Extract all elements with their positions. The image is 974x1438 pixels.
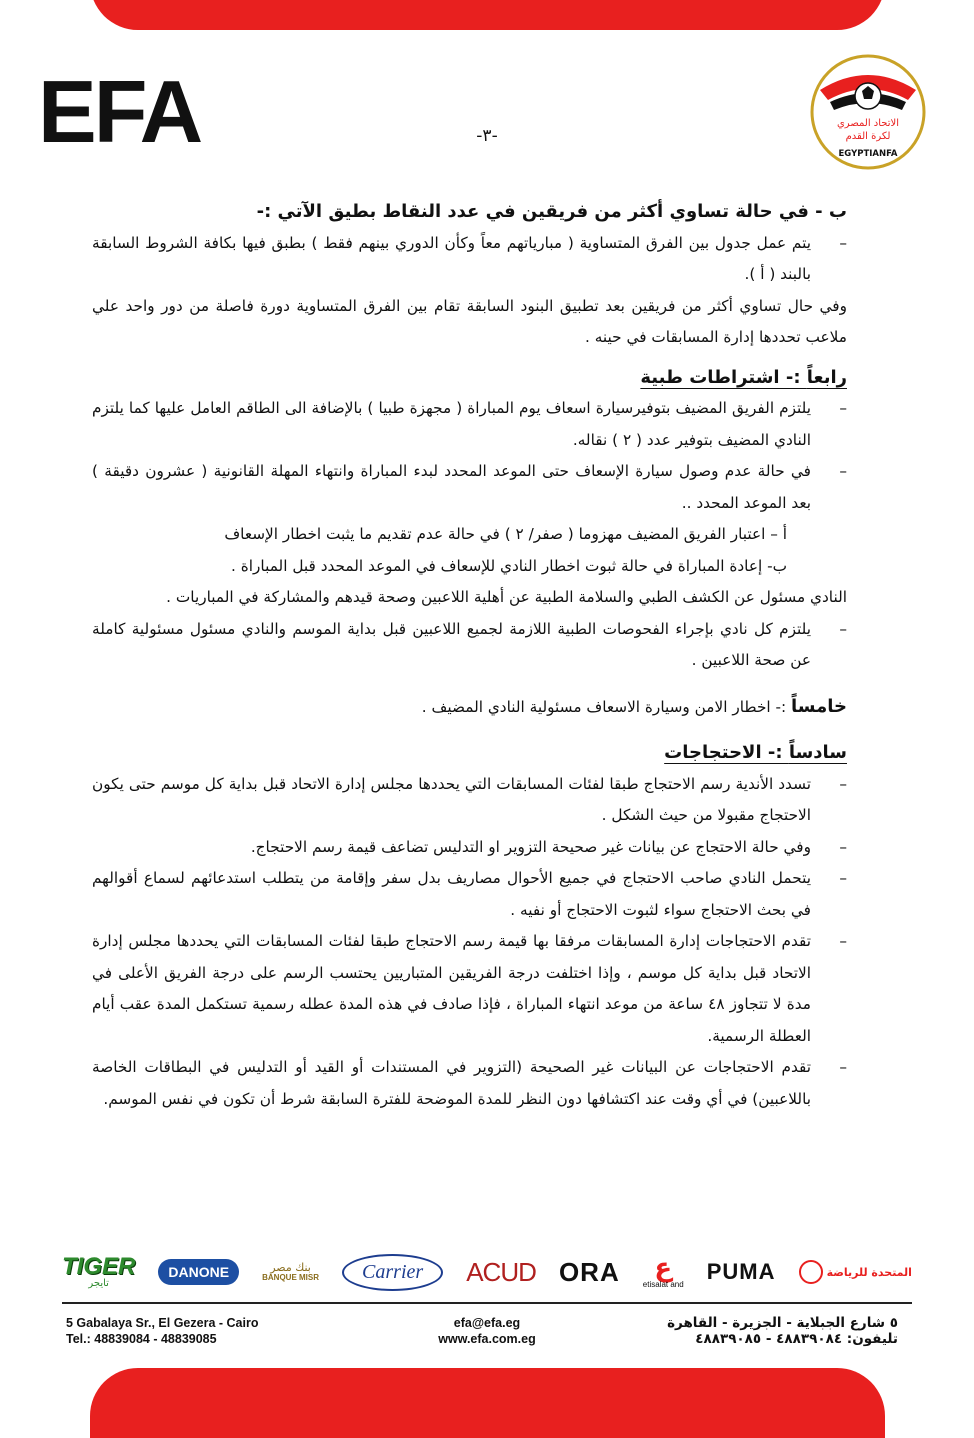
crest-text-1: الاتحاد المصري (836, 118, 900, 129)
paragraph: النادي مسئول عن الكشف الطبي والسلامة الطبية عن أهلية اللاعبين وصحة قيدهم والمشاركة في المباريات . (166, 588, 847, 606)
etisalat-mark-icon: ع (654, 1253, 673, 1283)
sub-item-a: أ – اعتبار الفريق المضيف مهزوما ( صفر/ ٢ ) في حالة عدم تقديم ما يثبت اخطار الإسعاف (224, 525, 787, 543)
danone-logo: DANONE (158, 1259, 239, 1285)
footer-website[interactable]: www.efa.com.eg (438, 1332, 536, 1346)
crest-text-2: لكرة القدم (845, 131, 891, 142)
document-body (92, 196, 847, 1115)
footer-divider (62, 1302, 912, 1304)
list-item: – يتحمل النادي صاحب الاحتجاج في جميع الأحوال مصاريف بدل سفر وإقامة من يتطلب استدعائهم لسماع أقوالهم في بحث الاحتجاج سواء لثبوت الاحتجاج أو نفيه . (92, 869, 847, 919)
ora-logo: ORA (558, 1256, 620, 1287)
sub-item-b: ب- إعادة المباراة في حالة ثبوت اخطار النادي للإسعاف في الموعد المحدد قبل المباراة . (231, 556, 787, 575)
section-5: خامساً :- اخطار الامن وسيارة الاسعاف مسئولية النادي المضيف . (421, 695, 847, 717)
united-emblem-icon (799, 1260, 823, 1284)
crest-caption: EGYPTIANFA (838, 149, 898, 159)
list-item: – يلتزم الفريق المضيف بتوفيرسيارة اسعاف يوم المباراة ( مجهزة طبيا ) بالإضافة الى الطاقم العامل عليها كما يلتزم النادي المضيف بتوفير عدد ( ٢ ) نقاله. (92, 399, 847, 449)
list-item: – تقدم الاحتجاجات عن البيانات غير الصحيحة (التزوير في المستندات أو القيد أو التدليس في البطاقات الخاصة باللاعبين) في أي وقت عند اكتشافها دون النظر للمدة الموضحة للفترة السابقة شرط أن تكون في نفس الموسم. (92, 1058, 847, 1108)
section-b-heading: ب - في حالة تساوي أكثر من فريقين في عدد النقاط بطيق الآتي :- (256, 201, 847, 222)
etisalat-logo: ع etisalat and (642, 1253, 684, 1289)
united-sports-logo: المتحدة للرياضة (799, 1260, 912, 1284)
carrier-logo: Carrier (342, 1254, 443, 1291)
top-red-tab (90, 0, 885, 30)
footer-email[interactable]: efa@efa.eg (453, 1316, 521, 1330)
tiger-logo: TIGER تايجر (62, 1253, 136, 1289)
section-6-heading: سادساً :- الاحتجاجات (664, 742, 847, 763)
list-item: – يتم عمل جدول بين الفرق المتساوية ( مبارياتهم معاً وكأن الدوري بينهم فقط ) بطبق فيها بكافة الشروط السابقة بالبند ( أ ). (92, 233, 847, 283)
section-4-heading: رابعاً :- اشتراطات طبية (640, 366, 847, 388)
sponsor-logos (62, 1247, 912, 1297)
list-item: – وفي حالة الاحتجاج عن بيانات غير صحيحة التزوير او التدليس تضاعف قيمة رسم الاحتجاج. (250, 837, 847, 856)
bottom-red-tab (90, 1368, 885, 1438)
egyptian-fa-crest-icon (808, 52, 928, 172)
list-item: – في حالة عدم وصول سيارة الإسعاف حتى الموعد المحدد لبدء المباراة وانتهاء المهلة القانونية ( عشرون دقيقة ) بعد الموعد المحدد .. (92, 462, 847, 512)
efa-logo: EFA (38, 62, 201, 161)
footer-address-ar: ٥ شارع الجبلاية - الجزيرة - القاهرة تليفون: ٤٨٨٣٩٠٨٤ - ٤٨٨٣٩٠٨٥ (667, 1315, 898, 1347)
paragraph: وفي حال تساوي أكثر من فريقين بعد تطبيق البنود السابقة تقام بين الفرق المتساوية دورة فاصلة من دور واحد علي ملاعب تحددها إدارة المسابقات في حينه . (92, 296, 847, 346)
acud-logo: ACUD (466, 1256, 536, 1287)
puma-logo: PUMA (706, 1259, 776, 1284)
list-item: – تسدد الأندية رسم الاحتجاج طبقا لفئات المسابقات التي يحددها مجلس إدارة الاتحاد قبل بداية كل موسم حتى يكون الاحتجاج مقبولا من حيث الشكل . (92, 774, 847, 824)
list-item: – تقدم الاحتجاجات إدارة المسابقات مرفقا بها قيمة رسم الاحتجاج طبقا لفئات المسابقات التي يحددها مجلس إدارة الاتحاد قبل بداية كل موسم ، وإذا اختلفت درجة الفريقين المتباريين يحتسب الرسم على درجة الفريق الأعلى في مدة لا تتجاوز ٤٨ ساعة من موعد انتهاء المباراة ، فإذا صادف في هذه المدة عطله رسمية تستكمل المدة عقب أيام العطلة الرسمية. (92, 932, 847, 1045)
page-number: -٣- (476, 126, 498, 146)
list-item: – يلتزم كل نادي بإجراء الفحوصات الطبية اللازمة لجميع اللاعبين قبل بداية الموسم والنادي مسئول مسئولية كاملة عن صحة اللاعبين . (92, 619, 847, 669)
footer-address-en: 5 Gabalaya Sr., El Gezera - Cairo Tel.: 48839084 - 48839085 (66, 1316, 259, 1346)
banque-misr-logo: بنك مصر BANQUE MISR (262, 1260, 319, 1282)
